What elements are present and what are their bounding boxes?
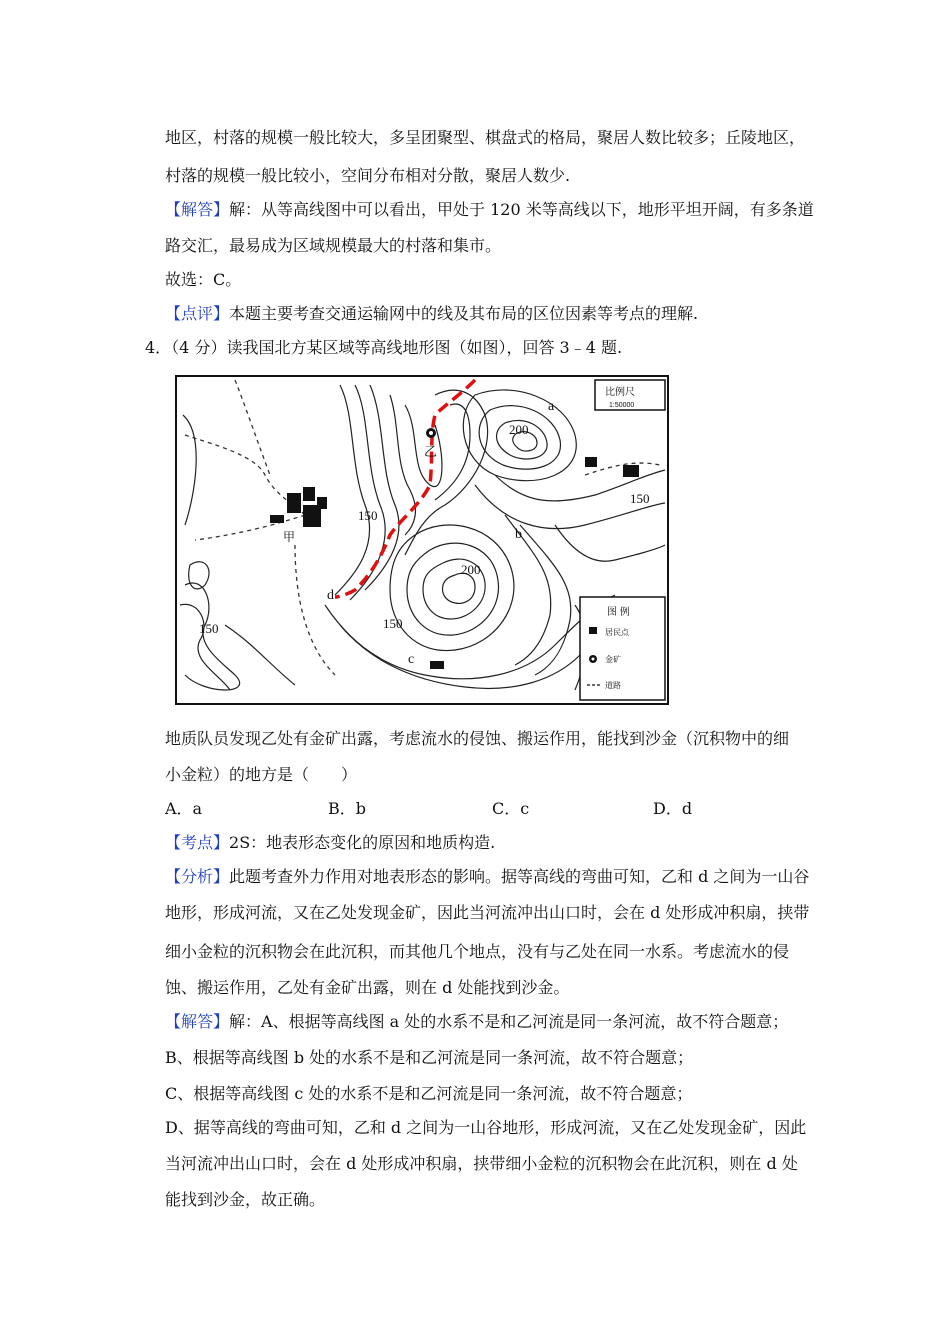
answer-choice: 故选：C。	[165, 270, 242, 289]
solution-text: 解：A、根据等高线图 a 处的水系不是和乙河流是同一条河流，故不符合题意；	[229, 1012, 789, 1031]
label-b: b	[515, 527, 522, 542]
contour-label: 150	[630, 491, 650, 506]
label-d: d	[327, 588, 334, 603]
contour-label: 150	[199, 621, 219, 636]
kaodian-tag: 【考点】	[165, 833, 230, 852]
kaodian-line	[165, 833, 495, 853]
option-c: C．c	[492, 799, 530, 818]
analysis-line: 蚀、搬运作用，乙处有金矿出露，则在 d 处能找到沙金。	[165, 978, 570, 997]
settlement-block	[430, 661, 444, 669]
contour-label: 200	[461, 562, 481, 577]
settlement-block	[287, 493, 301, 513]
comment-text: 本题主要考查交通运输网中的线及其布局的区位因素等考点的理解.	[229, 304, 699, 323]
analysis-tag: 【分析】	[165, 867, 230, 886]
answer-line	[165, 200, 814, 220]
contour-map	[175, 375, 669, 705]
paragraph-line: 村落的规模一般比较小，空间分布相对分散，聚居人数少.	[165, 166, 571, 185]
answer-text: 解：从等高线图中可以看出，甲处于 120 米等高线以下，地形平坦开阔，有多条道	[229, 200, 814, 219]
legend-item: 金矿	[605, 655, 621, 664]
paragraph-line: 地区，村落的规模一般比较大，多呈团聚型、棋盘式的格局，聚居人数比较多；丘陵地区，	[165, 128, 806, 147]
analysis-line	[165, 867, 809, 887]
settlement-block	[623, 465, 639, 477]
contour-label: 200	[509, 422, 529, 437]
solution-line: D、据等高线的弯曲可知，乙和 d 之间为一山谷地形，形成河流，又在乙处发现金矿，因此	[165, 1118, 807, 1137]
answer-line: 路交汇，最易成为区域规模最大的村落和集市。	[165, 236, 502, 255]
solution-line	[165, 1012, 788, 1032]
answer-tag: 【解答】	[165, 200, 230, 219]
question-stem: 小金粒）的地方是（ ）	[165, 765, 358, 784]
settlement-block	[303, 487, 315, 501]
option-b: B．b	[328, 799, 367, 818]
question-stem: 地质队员发现乙处有金矿出露，考虑流水的侵蚀、搬运作用，能找到沙金（沉积物中的细	[165, 729, 790, 748]
solution-line: 当河流冲出山口时，会在 d 处形成冲积扇，挟带细小金粒的沉积物会在此沉积，则在 d 处	[165, 1154, 798, 1173]
option-a: A．a	[165, 799, 203, 818]
legend-item: 道路	[605, 681, 621, 690]
settlement-block	[317, 497, 327, 509]
analysis-line: 地形，形成河流，又在乙处发现金矿，因此当河流冲出山口时，会在 d 处形成冲积扇，挟带	[165, 903, 810, 922]
legend-box	[580, 597, 665, 700]
settlement-icon	[589, 627, 597, 634]
kaodian-text: 2S：地表形态变化的原因和地质构造.	[229, 833, 496, 852]
contour-label: 150	[358, 508, 378, 523]
solution-tag: 【解答】	[165, 1012, 230, 1031]
scale-value: 1:50000	[609, 402, 635, 409]
contour-label: 150	[383, 616, 403, 631]
option-d: D．d	[653, 799, 693, 818]
question-header: 4．（4 分）读我国北方某区域等高线地形图（如图），回答 3﹣4 题.	[145, 338, 623, 357]
label-a: a	[548, 399, 555, 414]
comment-tag: 【点评】	[165, 304, 230, 323]
analysis-line: 细小金粒的沉积物会在此沉积，而其他几个地点，没有与乙处在同一水系。考虑流水的侵	[165, 942, 790, 961]
legend-title: 图 例	[607, 607, 630, 618]
solution-line: B、根据等高线图 b 处的水系不是和乙河流是同一条河流，故不符合题意；	[165, 1048, 694, 1067]
solution-line: 能找到沙金，故正确。	[165, 1190, 326, 1209]
comment-line	[165, 304, 698, 324]
gold-mine-marker	[426, 428, 436, 438]
scale-box	[595, 380, 665, 410]
label-yi: 乙	[424, 444, 438, 459]
legend-item: 居民点	[605, 628, 629, 637]
scale-title: 比例尺	[605, 387, 635, 398]
label-c: c	[408, 652, 415, 667]
settlement-block	[585, 457, 597, 467]
label-jia: 甲	[283, 530, 296, 544]
settlement-block	[270, 515, 284, 523]
solution-line: C、根据等高线图 c 处的水系不是和乙河流是同一条河流，故不符合题意；	[165, 1084, 693, 1103]
analysis-text: 此题考查外力作用对地表形态的影响。据等高线的弯曲可知，乙和 d 之间为一山谷	[229, 867, 810, 886]
